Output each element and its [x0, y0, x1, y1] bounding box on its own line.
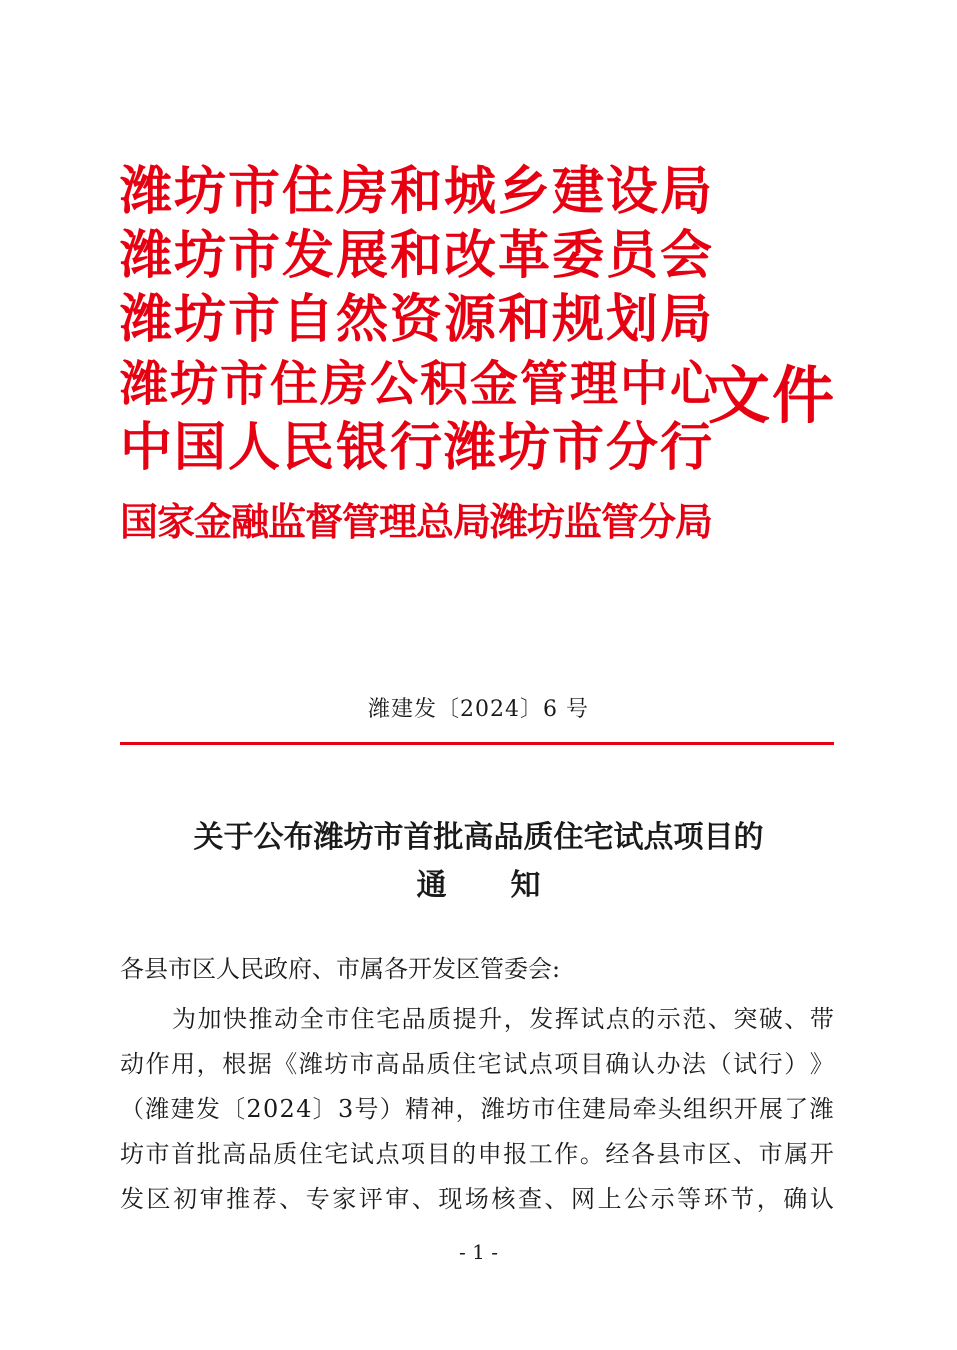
issuer-name: 潍坊市自然资源和规划局 [120, 290, 715, 350]
subtitle-char: 知 [510, 868, 541, 903]
subtitle-char: 通 [416, 868, 447, 903]
issuer-name: 国家金融监督管理总局潍坊监管分局 [120, 500, 713, 544]
body-line: 为 加 快 推 动 全 市 住 宅 品 质 提 升 ， 发 挥 试 点 的 示 范 、 突 破 、 带 [172, 1005, 834, 1033]
document-type-label: 文件 [708, 359, 837, 432]
issuer-name: 潍坊市住房公积金管理中心 [120, 356, 721, 412]
body-line: 坊 市 首 批 高 品 质 住 宅 试 点 项 目 的 申 报 工 作 。 经 各 县 市 区 、 市 属 开 [120, 1140, 834, 1168]
red-divider [120, 742, 834, 745]
body-line: （ 潍 建 发 〔 2 0 2 4 〕 3 号 ） 精 神 ， 潍 坊 市 住 建 局 牵 头 组 织 开 展 了 潍 [120, 1095, 834, 1123]
issuer-list [120, 160, 720, 554]
document-number: 潍建发〔2024〕6 号 [368, 697, 589, 722]
notice-subtitle [0, 866, 957, 906]
body-line: 发 区 初 审 推 荐 、 专 家 评 审 、 现 场 核 查 、 网 上 公 示 等 环 节 ， 确 认 [120, 1185, 834, 1213]
page-number: - 1 - [459, 1240, 498, 1264]
notice-title: 关于公布潍坊市首批高品质住宅试点项目的 [193, 820, 764, 855]
body-line: 动 作 用 ， 根 据 《 潍 坊 市 高 品 质 住 宅 试 点 项 目 确 认 办 法 （ 试 行 ） 》 [120, 1050, 834, 1078]
notice-body [120, 997, 834, 1222]
salutation: 各县市区人民政府、市属各开发区管委会: [120, 955, 561, 983]
issuer-name: 中国人民银行潍坊市分行 [120, 418, 715, 478]
issuer-name: 潍坊市住房和城乡建设局 [120, 162, 715, 222]
issuer-name: 潍坊市发展和改革委员会 [120, 226, 715, 286]
